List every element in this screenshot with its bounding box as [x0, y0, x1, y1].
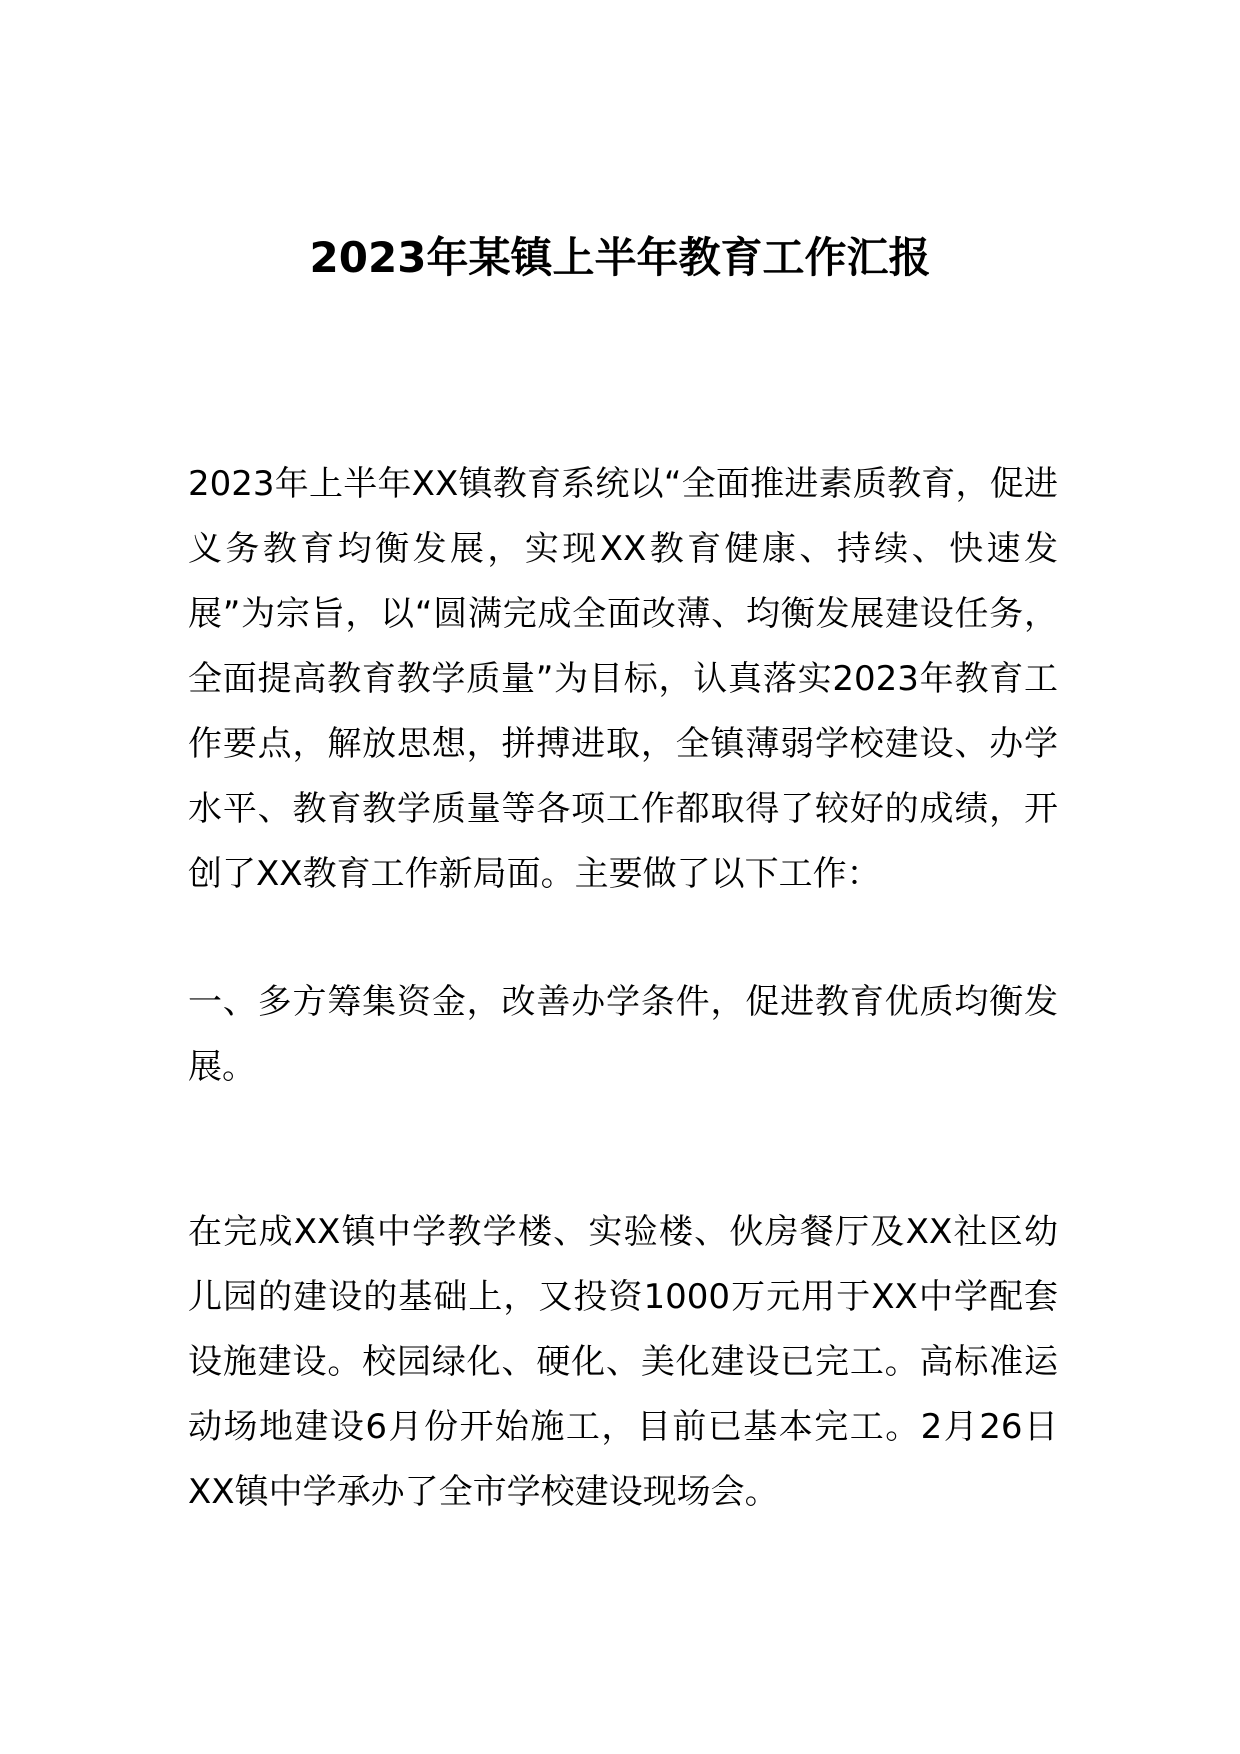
document-title: 2023年某镇上半年教育工作汇报	[309, 233, 931, 283]
section-1-paragraph: 在完成XX镇中学教学楼、实验楼、伙房餐厅及XX社区幼儿园的建设的基础上，又投资1000万元用于XX中学配套设施建设。校园绿化、硬化、美化建设已完工。高标准运动场地建设6月份开始施工，目前已基本完工。2月26日XX镇中学承办了全市学校建设现场会。	[188, 1212, 1058, 1512]
section-heading-1: 一、多方筹集资金，改善办学条件，促进教育优质均衡发展。	[188, 982, 1058, 1087]
intro-paragraph: 2023年上半年XX镇教育系统以“全面推进素质教育，促进义务教育均衡发展，实现XX教育健康、持续、快速发展”为宗旨，以“圆满完成全面改薄、均衡发展建设任务，全面提高教育教学质量”为目标，认真落实2023年教育工作要点，解放思想，拼搏进取，全镇薄弱学校建设、办学水平、教育教学质量等各项工作都取得了较好的成绩，开创了XX教育工作新局面。主要做了以下工作：	[188, 464, 1058, 894]
